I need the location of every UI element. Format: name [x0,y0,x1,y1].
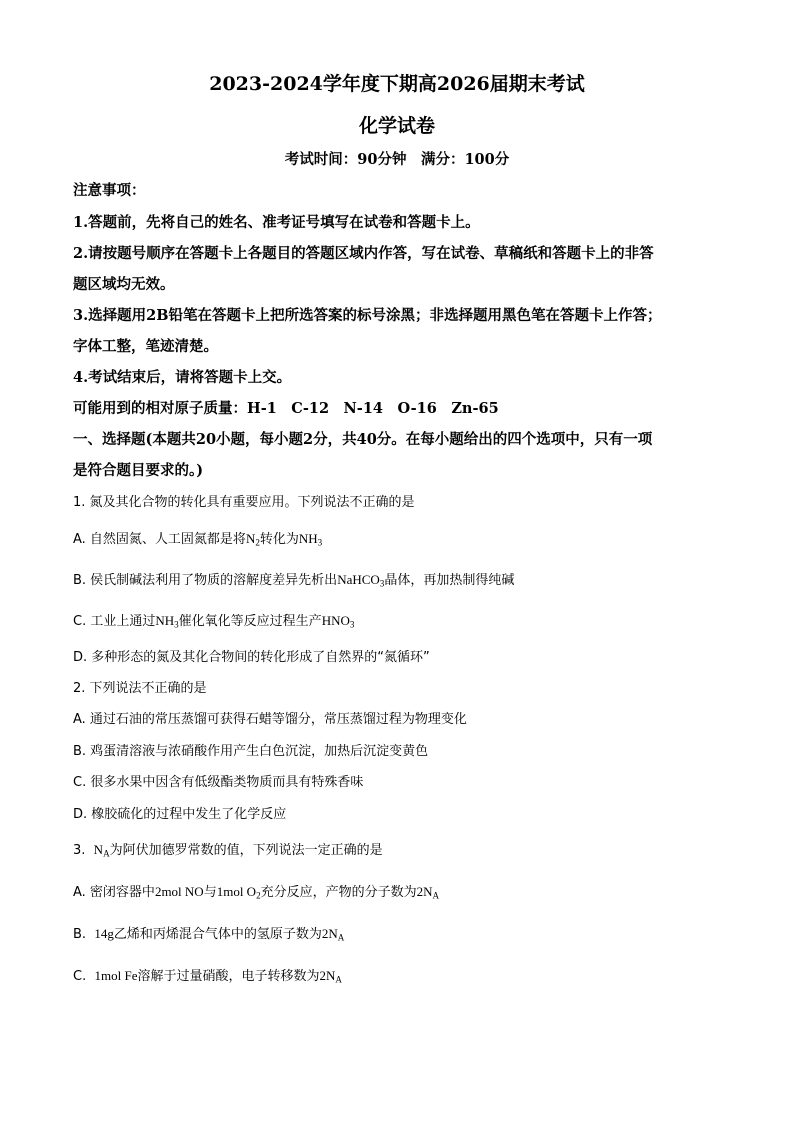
q1-c-hno-sub: 3 [349,619,355,630]
q1-c-nh3 [155,613,178,628]
q3-a-o-symbol: 1mol O [216,884,257,899]
q3-option-a [73,882,439,903]
exam-time-info: 考试时间：90分钟 满分：100分 [284,151,510,168]
note-1: 1.答题前，先将自己的姓名、准考证号填写在试卷和答题卡上。 [73,214,480,231]
q2-option-c: C. 很多水果中因含有低级酯类物质而具有特殊香味 [73,775,364,790]
note-3-line-1: 3.选择题用2B铅笔在答题卡上把所选答案的标号涂黑；非选择题用黑色笔在答题卡上作答； [73,307,662,324]
q3-c-2na [319,968,341,983]
q3-c-label: C. [73,969,87,984]
q1-c-hno-symbol: HNO [321,613,350,628]
q3-na-sub: A [103,848,110,859]
q3-c-1mol-fe: 1mol Fe [94,968,138,983]
q3-a-o-sub: 2 [256,890,261,901]
q2-option-d: D. 橡胶硫化的过程中发生了化学反应 [73,807,287,822]
section-heading-line-1: 一、选择题(本题共20小题，每小题2分，共40分。在每小题给出的四个选项中，只有一项 [73,431,653,448]
q2-option-b: B. 鸡蛋清溶液与浓硝酸作用产生白色沉淀，加热后沉淀变黄色 [73,744,429,759]
q3-b-label: B. [73,927,87,942]
q1-stem: 1. 氮及其化合物的转化具有重要应用。下列说法不正确的是 [73,495,415,510]
q1-a-nh-sub: 3 [317,537,323,548]
note-4: 4.考试结束后，请将答题卡上交。 [73,369,292,386]
q3-a-na-sub: A [432,890,440,901]
q3-stem [73,840,383,861]
q3-na [94,842,110,857]
q3-a-na-symbol: 2N [416,884,433,899]
q3-a-text: A. 密闭容器中 [73,885,155,900]
q3-a-2na [417,884,439,899]
q3-b-14g: 14g [94,926,114,941]
q1-option-b [73,570,514,591]
q1-b-text: B. 侯氏制碱法利用了物质的溶解度差异先析出 [73,573,338,588]
q1-c-hno3 [322,613,355,628]
q3-c-na-symbol: 2N [319,968,336,983]
section-heading-line-2: 是符合题目要求的。) [73,462,204,479]
q1-c-nh-symbol: NH [155,613,175,628]
q3-a-1mol-o2 [217,884,261,899]
q3-number: 3. [73,843,86,858]
q1-b-chem-symbol: NaHCO [337,572,380,587]
q3-a-2mol-no: 2mol NO [154,884,204,899]
q1-option-c [73,611,354,632]
note-2-line-1: 2.请按题号顺序在答题卡上各题目的答题区域内作答，写在试卷、草稿纸和答题卡上的非答 [73,245,654,262]
q1-a-n2 [246,531,260,546]
q2-stem: 2. 下列说法不正确的是 [73,681,207,696]
q3-b-na-symbol: 2N [321,926,338,941]
exam-subtitle: 化学试卷 [358,115,435,137]
q2-option-a: A. 通过石油的常压蒸馏可获得石蜡等馏分，常压蒸馏过程为物理变化 [73,712,467,727]
q3-c-na-sub: A [335,974,342,985]
q1-a-n-symbol: N [245,531,256,546]
q1-a-mid: 转化为 [259,532,299,547]
note-2-line-2: 题区域均无效。 [73,276,175,293]
q3-c-mid: 溶解于过量硝酸，电子转移数为 [137,969,320,984]
q3-a-mid2: 充分反应，产物的分子数为 [260,885,417,900]
q3-na-symbol: N [93,842,104,857]
q3-option-c [73,966,342,987]
q1-c-nh-sub: 3 [174,619,179,630]
q3-b-2na [322,926,344,941]
q1-option-d: D. 多种形态的氮及其化合物间的转化形成了自然界的“氮循环” [73,650,430,665]
q1-b-post: 晶体，再加热制得纯碱 [384,573,515,588]
q3-b-na-sub: A [337,932,345,943]
notes-heading: 注意事项： [73,182,146,199]
q3-a-mid: 与 [203,885,217,900]
q1-a-nh3 [299,531,322,546]
q1-a-text: A. 自然固氮、人工固氮都是将 [73,532,246,547]
q1-c-mid: 催化氧化等反应过程生产 [178,614,322,629]
q1-a-nh-symbol: NH [298,531,318,546]
q1-c-text: C. 工业上通过 [73,614,156,629]
exam-title: 2023-2024学年度下期高2026届期末考试 [209,73,585,95]
note-3-line-2: 字体工整，笔迹清楚。 [73,338,218,355]
q1-a-n-sub: 2 [255,537,260,548]
q3-stem-text: 为阿伏加德罗常数的值，下列说法一定正确的是 [109,843,383,858]
q1-b-nahco3 [337,572,384,587]
atomic-masses: 可能用到的相对原子质量：H-1 C-12 N-14 O-16 Zn-65 [73,400,499,417]
q1-b-chem-sub: 3 [379,578,385,589]
q3-option-b [73,924,344,945]
q3-b-mid: 乙烯和丙烯混合气体中的氢原子数为 [113,927,322,942]
q1-option-a [73,529,322,550]
